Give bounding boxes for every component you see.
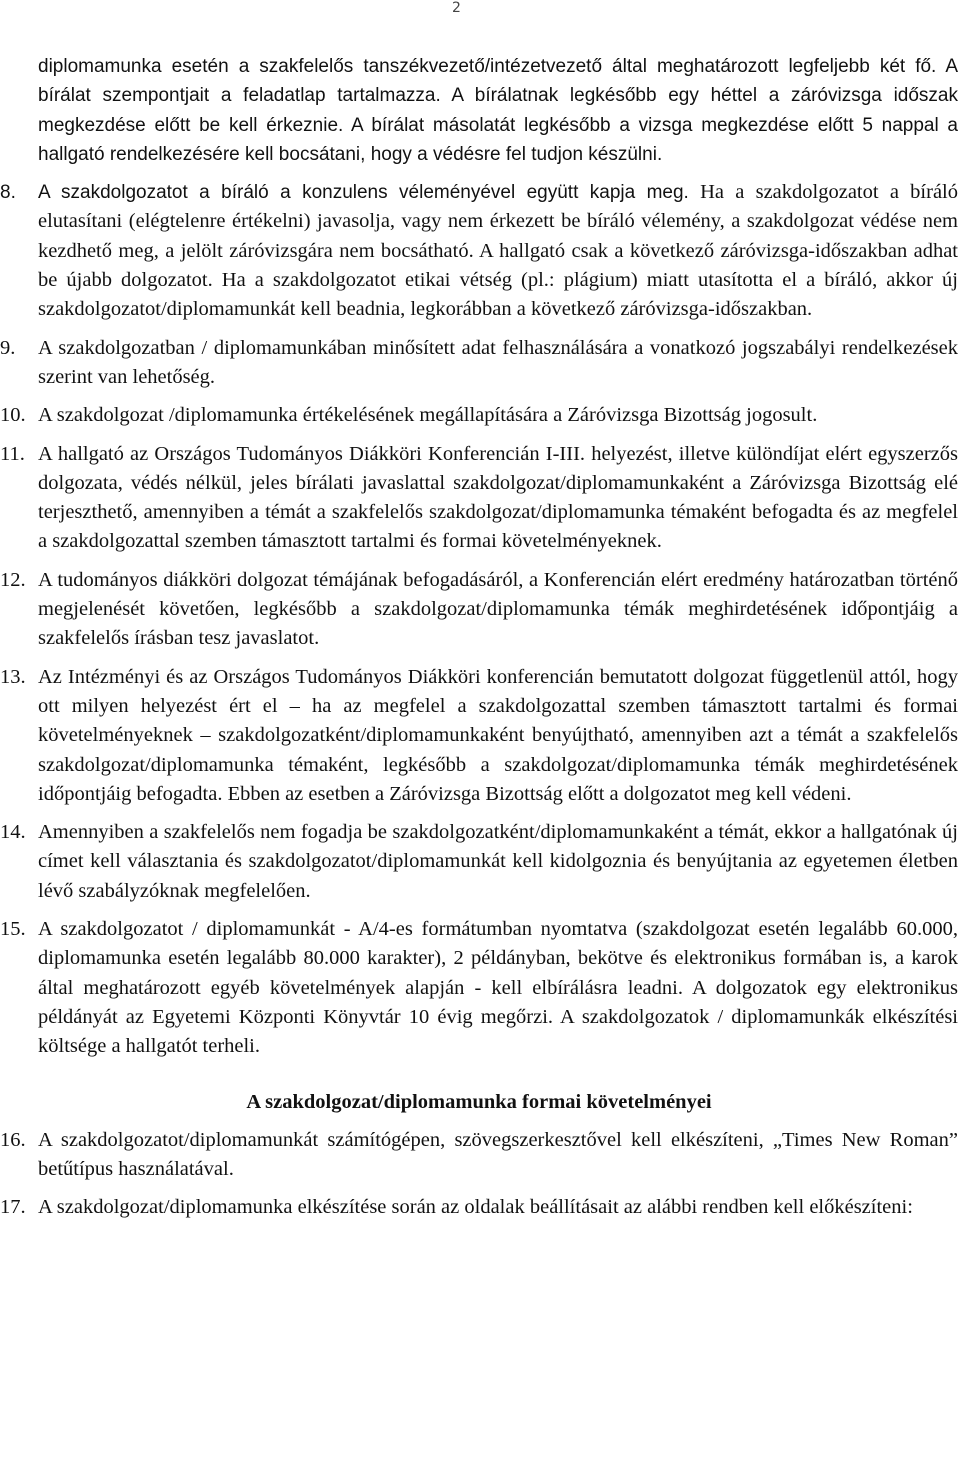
list-item-10 <box>0 401 958 430</box>
item-text: Amennyiben a szakfelelős nem fogadja be szakdolgozatként/diplomamunkaként a témát, ekkor a hallgatónak új címet kell választania és szakdolgozatot/diplomamunkát kell kidolgoznia és benyújtania az egyetemen életben lévő szabályzóknak megfelelően. <box>38 821 958 902</box>
list-item-17 <box>0 1193 958 1222</box>
item-number: 17. <box>0 1196 26 1219</box>
item-text: A szakdolgozat /diplomamunka értékelésének megállapítására a Záróvizsga Bizottság jogosult. <box>38 404 818 427</box>
item-number: 15. <box>0 918 26 941</box>
list-item-14 <box>0 818 958 906</box>
intro-paragraph: diplomamunka esetén a szakfelelős tanszékvezető/intézetvezető által meghatározott legfeljebb két fő. A bírálat szempontjait a feladatlap tartalmazza. A bírálatnak legkésőbb egy héttel a záróvizsga időszak megkezdése előtt be kell érkeznie. A bírálat másolatát legkésőbb a vizsga megkezdése előtt 5 nappal a hallgató rendelkezésére kell bocsátani, hogy a védésre fel tudjon készülni. <box>38 56 958 165</box>
item-text: A szakdolgozatot / diplomamunkát - A/4-es formátumban nyomtatva (szakdolgozat esetén legalább 60.000, diplomamunka esetén legalább 80.000 karakter), 2 példányban, bekötve és elektronikus formában is, a karok által meghatározott egyéb követelmények alapján - kell elbírálásra leadni. A dolgozatok egy elektronikus példányát az Egyetemi Központi Könyvtár 10 évig megőrzi. A szakdolgozatok / diplomamunkák elkészítési költsége a hallgatót terheli. <box>38 918 958 1058</box>
list-item-15 <box>0 915 958 1061</box>
list-item-11 <box>0 440 958 557</box>
item-number: 10. <box>0 404 26 427</box>
item-number: 16. <box>0 1128 26 1151</box>
list-item-12 <box>0 566 958 654</box>
item-lead-text: A szakdolgozatot a bíráló a konzulens véleményével együtt kapja meg. <box>38 182 689 204</box>
list-item-8 <box>0 178 958 324</box>
document-body <box>0 52 958 1232</box>
list-item-13 <box>0 663 958 809</box>
list-item-16 <box>0 1126 958 1185</box>
item-text: A tudományos diákköri dolgozat témájának befogadásáról, a Konferencián elért eredmény határozatban történő megjelenését követően, legkésőbb a szakdolgozat/diplomamunka témák meghirdetésének időpontjáig a szakfelelős írásban tesz javaslatot. <box>38 568 958 650</box>
item-number: 14. <box>0 821 26 844</box>
list-item-9 <box>0 334 958 393</box>
item-text: Ha a szakdolgozatot a bíráló elutasítani (elégtelenre értékelni) javasolja, vagy nem érkezett be bíráló vélemény, a szakdolgozat védése nem kezdhető meg, a jelölt záróvizsgára nem bocsátható. A hallgató csak a következő záróvizsga-időszakban adhat be újabb dolgozatot. Ha a szakdolgozatot etikai vétség (pl.: plágium) miatt utasította el a bíráló, akkor új szakdolgozatot/diplomamunkát kell beadnia, legkorábban a következő záróvizsga-időszakban. <box>38 181 958 321</box>
item-number: 12. <box>0 568 26 591</box>
item-text: A szakdolgozatot/diplomamunkát számítógépen, szövegszerkesztővel kell elkészíteni, „Times New Roman” betűtípus használatával. <box>38 1128 958 1181</box>
item-number: 11. <box>0 442 25 465</box>
item-text: A szakdolgozat/diplomamunka elkészítése során az oldalak beállításait az alábbi rendben kell előkészíteni: <box>38 1196 913 1219</box>
item-number: 13. <box>0 665 26 688</box>
section-heading: A szakdolgozat/diplomamunka formai követelményei <box>246 1090 712 1113</box>
item-text: Az Intézményi és az Országos Tudományos Diákköri konferencián bemutatott dolgozat függetlenül attól, hogy ott milyen helyezést ért el – ha az megfelel a szakdolgozattal szemben támasztott tartalmi és formai követelményeknek – szakdolgozatként/diplomamunkaként benyújtható, amennyiben azt a témát a szakfelelős szakdolgozat/diplomamunka témaként, legkésőbb a szakdolgozat/diplomamunka témák meghirdetésének időpontjáig befogadta. Ebben az esetben a Záróvizsga Bizottság előtt a dolgozatot meg kell védeni. <box>38 665 958 805</box>
page-number: 2 <box>452 0 461 16</box>
item-text: A szakdolgozatban / diplomamunkában minősített adat felhasználására a vonatkozó jogszabályi rendelkezések szerint van lehetőség. <box>38 336 958 388</box>
item-number: 8. <box>0 182 16 204</box>
item-number: 9. <box>0 336 16 359</box>
item-text: A hallgató az Országos Tudományos Diákköri Konferencián I-III. helyezést, illetve különdíjat elért egyszerzős dolgozata, védés nélkül, jeles bírálati javaslattal szakdolgozat/diplomamunkaként a Záróvizsga Bizottság elé terjeszthető, amennyiben a témát a szakfelelős szakdolgozat/diplomamunka témaként befogadta és az megfelel a szakdolgozattal szemben támasztott tartalmi és formai követelményeknek. <box>38 442 958 553</box>
